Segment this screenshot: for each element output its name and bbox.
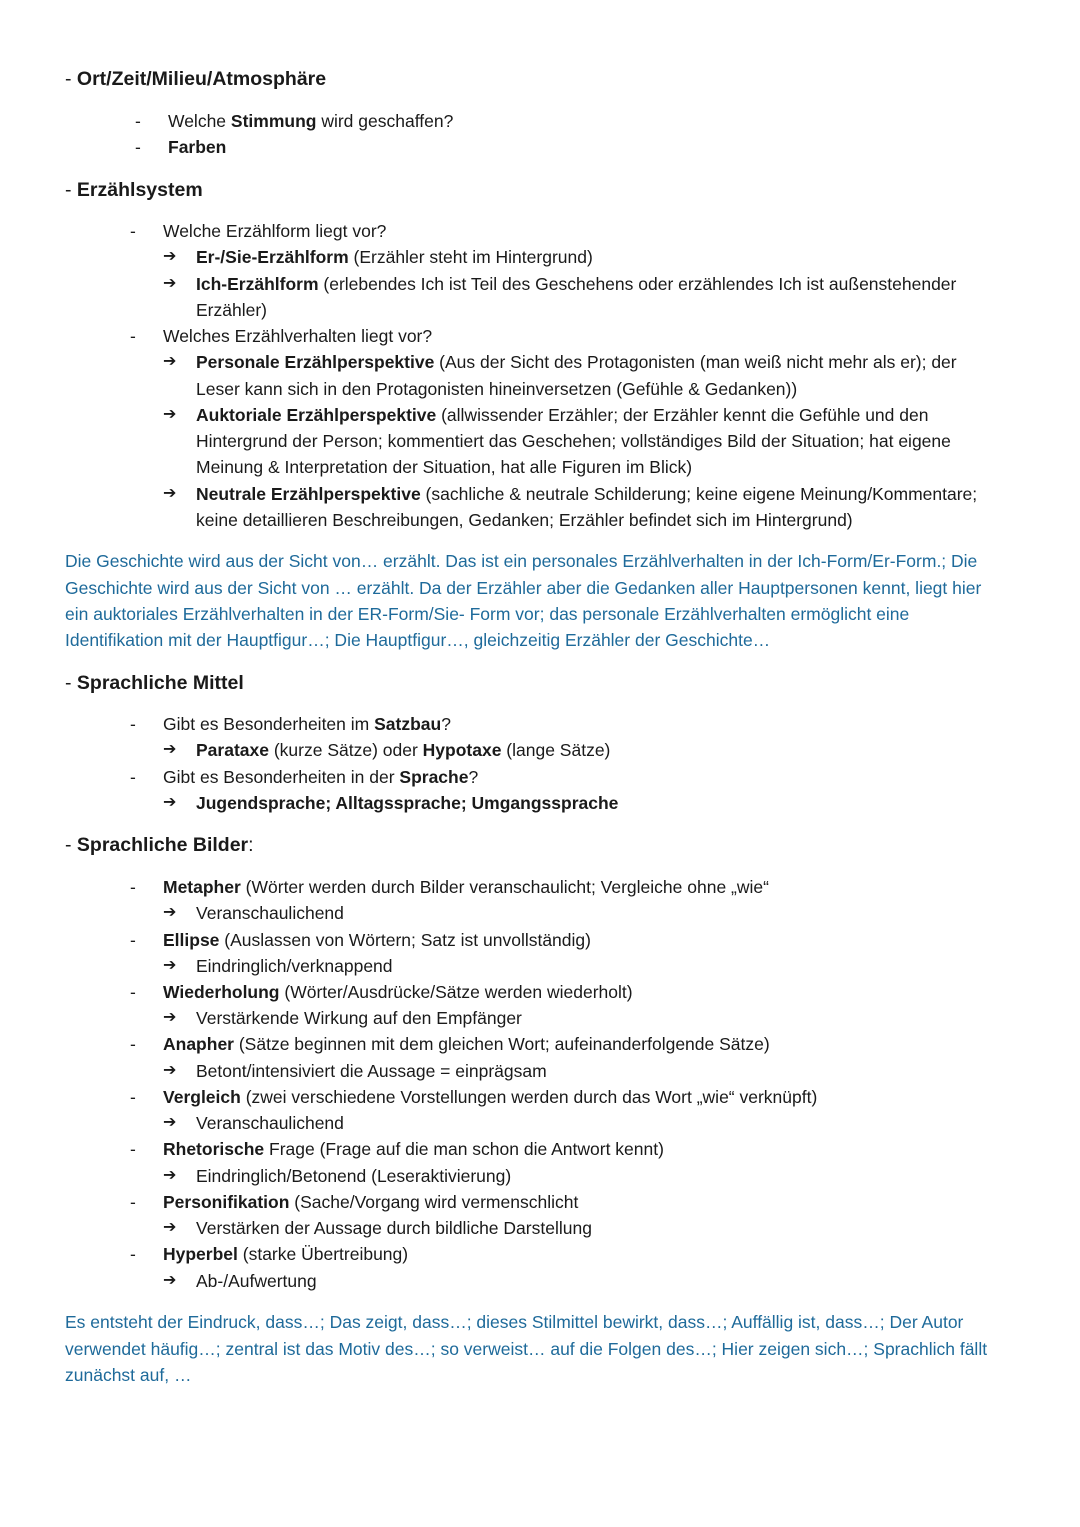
arrow-item: ➔ Eindringlich/Betonend (Leseraktivierung) bbox=[163, 1166, 512, 1186]
arrow-item-continuation: Erzähler) bbox=[196, 300, 267, 320]
arrow-item: ➔ Ich-Erzählform (erlebendes Ich ist Teil des Geschehens oder erzählendes Ich ist außenstehender bbox=[163, 274, 957, 294]
arrow-icon: ➔ bbox=[163, 275, 177, 292]
section-heading-ort-zeit: - Ort/Zeit/Milieu/Atmosphäre bbox=[65, 68, 327, 90]
section-heading-erzaehlsystem: - Erzählsystem bbox=[65, 179, 203, 201]
arrow-icon: ➔ bbox=[163, 1009, 177, 1026]
list-item: - Welches Erzählverhalten liegt vor? bbox=[130, 326, 433, 346]
arrow-icon: ➔ bbox=[163, 741, 177, 758]
list-item: - Rhetorische Frage (Frage auf die man schon die Antwort kennt) bbox=[130, 1139, 664, 1159]
arrow-item: ➔ Eindringlich/verknappend bbox=[163, 956, 393, 976]
arrow-item: ➔ Veranschaulichend bbox=[163, 903, 344, 923]
list-item: - Hyperbel (starke Übertreibung) bbox=[130, 1244, 409, 1264]
example-phrases-line: zunächst auf, … bbox=[65, 1365, 192, 1385]
example-phrases-line: Identifikation mit der Hauptfigur…; Die Hauptfigur…, gleichzeitig Erzähler der Geschichte… bbox=[65, 630, 771, 650]
example-phrases-line: Geschichte wird aus der Sicht von … erzählt. Da der Erzähler aber die Gedanken aller Hauptpersonen kennt, liegt hier bbox=[65, 578, 982, 598]
section-heading-sprachliche-mittel: - Sprachliche Mittel bbox=[65, 672, 244, 694]
arrow-item: ➔ Verstärken der Aussage durch bildliche Darstellung bbox=[163, 1218, 592, 1238]
arrow-item: ➔ Veranschaulichend bbox=[163, 1113, 344, 1133]
arrow-icon: ➔ bbox=[163, 1114, 177, 1131]
arrow-icon: ➔ bbox=[163, 1219, 177, 1236]
arrow-item-continuation: Hintergrund der Person; kommentiert das Geschehen; vollständiges Bild der Situation; hat eigene bbox=[196, 431, 951, 451]
arrow-item-continuation: keine detaillieren Beschreibungen, Gedanken; Erzähler befindet sich im Hintergrund) bbox=[196, 510, 853, 530]
arrow-item: ➔ Parataxe (kurze Sätze) oder Hypotaxe (lange Sätze) bbox=[163, 740, 611, 760]
arrow-item: ➔ Er-/Sie-Erzählform (Erzähler steht im Hintergrund) bbox=[163, 247, 593, 267]
example-phrases-line: Es entsteht der Eindruck, dass…; Das zeigt, dass…; dieses Stilmittel bewirkt, dass…; Auffällig ist, dass…; Der Autor bbox=[65, 1312, 964, 1332]
list-item: - Vergleich (zwei verschiedene Vorstellungen werden durch das Wort „wie“ verknüpft) bbox=[130, 1087, 818, 1107]
arrow-item: ➔ Personale Erzählperspektive (Aus der Sicht des Protagonisten (man weiß nicht mehr als er); der bbox=[163, 352, 957, 372]
arrow-icon: ➔ bbox=[163, 248, 177, 265]
arrow-icon: ➔ bbox=[163, 353, 177, 370]
list-item: - Gibt es Besonderheiten im Satzbau? bbox=[130, 714, 451, 734]
arrow-item: ➔ Ab-/Aufwertung bbox=[163, 1271, 317, 1291]
list-item: - Anapher (Sätze beginnen mit dem gleichen Wort; aufeinanderfolgende Sätze) bbox=[130, 1034, 770, 1054]
arrow-icon: ➔ bbox=[163, 957, 177, 974]
arrow-icon: ➔ bbox=[163, 406, 177, 423]
list-item: - Welche Erzählform liegt vor? bbox=[130, 221, 387, 241]
list-item: - Wiederholung (Wörter/Ausdrücke/Sätze werden wiederholt) bbox=[130, 982, 633, 1002]
list-item: - Ellipse (Auslassen von Wörtern; Satz ist unvollständig) bbox=[130, 930, 591, 950]
arrow-item-continuation: Meinung & Interpretation der Situation, hat alle Figuren im Blick) bbox=[196, 457, 693, 477]
arrow-item: ➔ Auktoriale Erzählperspektive (allwissender Erzähler; der Erzähler kennt die Gefühle und den bbox=[163, 405, 929, 425]
list-item: - Welche Stimmung wird geschaffen? bbox=[135, 111, 454, 131]
arrow-icon: ➔ bbox=[163, 794, 177, 811]
example-phrases-line: Die Geschichte wird aus der Sicht von… erzählt. Das ist ein personales Erzählverhalten in der Ich-Form/Er-Form.; Die bbox=[65, 551, 978, 571]
list-item: - Gibt es Besonderheiten in der Sprache? bbox=[130, 767, 479, 787]
list-item: - Farben bbox=[135, 137, 227, 157]
arrow-item-continuation: Leser kann sich in den Protagonisten hineinversetzen (Gefühle & Gedanken)) bbox=[196, 379, 798, 399]
list-item: - Personifikation (Sache/Vorgang wird vermenschlicht bbox=[130, 1192, 579, 1212]
arrow-item: ➔ Jugendsprache; Alltagssprache; Umgangssprache bbox=[163, 793, 619, 813]
arrow-icon: ➔ bbox=[163, 1272, 177, 1289]
arrow-item: ➔ Neutrale Erzählperspektive (sachliche & neutrale Schilderung; keine eigene Meinung/Kommentare; bbox=[163, 484, 978, 504]
arrow-icon: ➔ bbox=[163, 1167, 177, 1184]
example-phrases-line: verwendet häufig…; zentral ist das Motiv des…; so verweist… auf die Folgen des…; Hier zeigen sich…; Sprachlich fällt bbox=[65, 1339, 988, 1359]
arrow-item: ➔ Betont/intensiviert die Aussage = einprägsam bbox=[163, 1061, 547, 1081]
arrow-icon: ➔ bbox=[163, 485, 177, 502]
arrow-icon: ➔ bbox=[163, 1062, 177, 1079]
example-phrases-line: ein auktoriales Erzählverhalten in der ER-Form/Sie- Form vor; das personale Erzählverhalten ermöglicht eine bbox=[65, 604, 910, 624]
arrow-icon: ➔ bbox=[163, 904, 177, 921]
list-item: - Metapher (Wörter werden durch Bilder veranschaulicht; Vergleiche ohne „wie“ bbox=[130, 877, 769, 897]
arrow-item: ➔ Verstärkende Wirkung auf den Empfänger bbox=[163, 1008, 522, 1028]
section-heading-sprachliche-bilder: - Sprachliche Bilder: bbox=[65, 834, 254, 856]
